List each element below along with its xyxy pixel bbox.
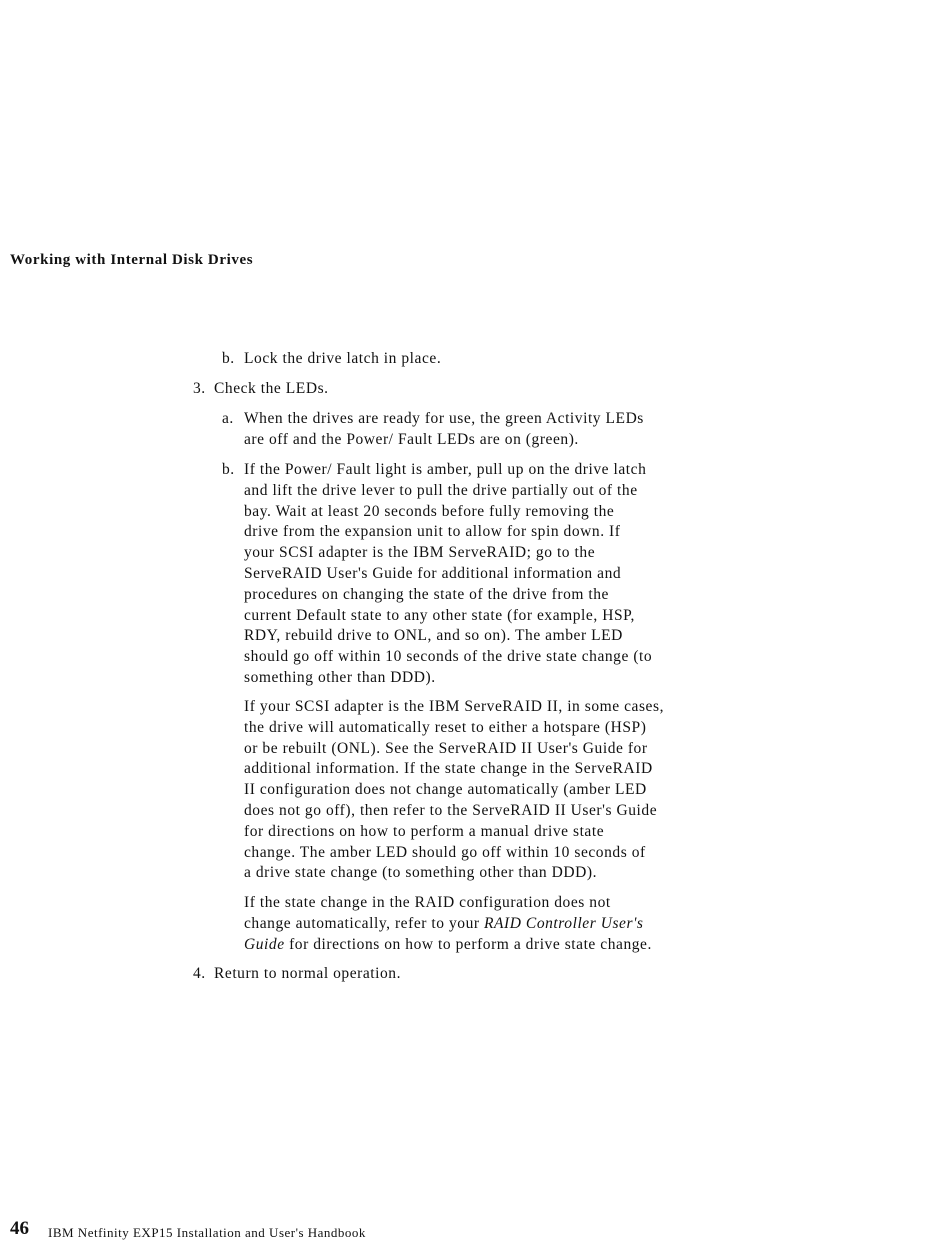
book-title: IBM Netfinity EXP15 Installation and User's Handbook [48, 1225, 366, 1240]
raid-guide-title-cont: Guide [244, 935, 285, 953]
page-number: 46 [10, 1218, 29, 1239]
step-3b-text: If the Power/ Fault light is amber, pull up on the drive latch and lift the drive lever to pull the drive partially out of the bay. Wait at least 20 seconds before fully removing the drive from the expansion unit to allow for spin down. If your SCSI adapter is the IBM ServeRAID; go to the ServeRAID User's Guide for additional information and procedures on changing the state of the drive from the current Default state to any other state (for example, HSP, RDY, rebuild drive to ONL, and so on). The amber LED should go off within 10 seconds of the drive state change (to something other than DDD). [244, 461, 653, 686]
step-4-marker: 4. [193, 965, 206, 982]
step-3a-marker: a. [222, 410, 234, 427]
step-3-text: Check the LEDs. [214, 380, 329, 397]
section-title: Working with Internal Disk Drives [10, 252, 254, 268]
step-3b-marker: b. [222, 461, 235, 478]
step-b-marker: b. [222, 350, 235, 367]
step-3a-text: When the drives are ready for use, the green Activity LEDs are off and the Power/ Fault LEDs are on (green). [244, 410, 644, 448]
step-3-marker: 3. [193, 380, 206, 397]
step-4-text: Return to normal operation. [214, 965, 402, 982]
raid-guide-title: RAID Controller User's [484, 914, 644, 932]
serveraid-ii-paragraph: If your SCSI adapter is the IBM ServeRAID II, in some cases, the drive will automatically reset to either a hotspare (HSP) or be rebuilt (ONL). See the ServeRAID II User's Guide for additional information. If the state change in the ServeRAID II configuration does not change automatically (amber LED does not go off), then refer to the ServeRAID II User's Guide for directions on how to perform a manual drive state change. The amber LED should go off within 10 seconds of a drive state change (to something other than DDD). [244, 698, 664, 882]
raid-controller-paragraph: If the state change in the RAID configuration does not change automatically, refer to your RAID Controller User's Guide for directions on how to perform a drive state change. [244, 894, 652, 953]
step-b-lock-text: Lock the drive latch in place. [244, 350, 442, 367]
